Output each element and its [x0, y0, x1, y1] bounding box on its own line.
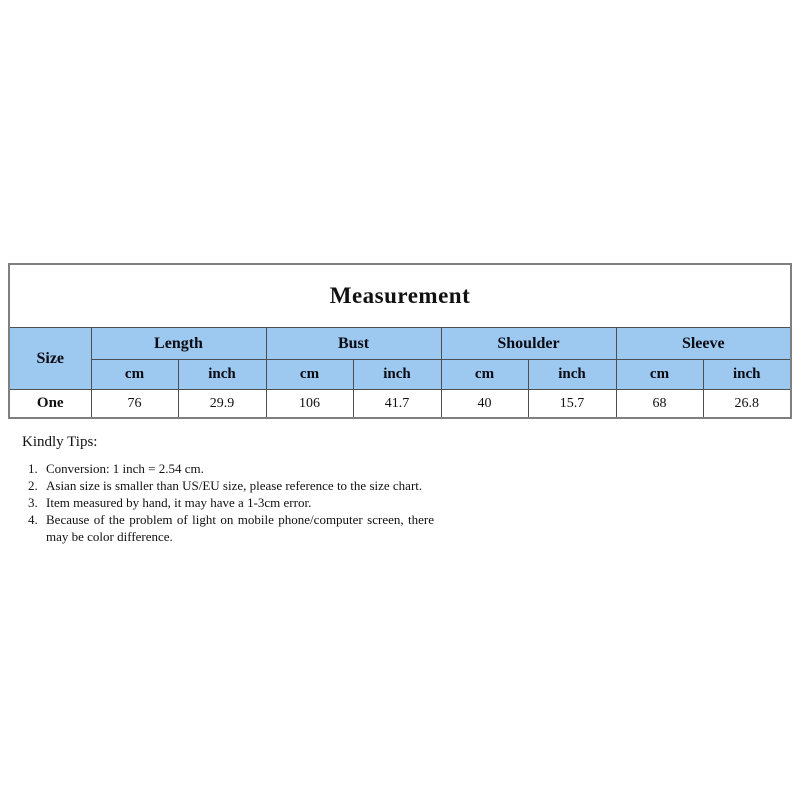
- shoulder-inch-value: 15.7: [528, 390, 616, 419]
- unit-header-length-inch: inch: [178, 360, 266, 390]
- tips-heading: Kindly Tips:: [22, 434, 98, 450]
- kindly-tips-section: [22, 434, 434, 545]
- unit-header-row: [9, 360, 791, 390]
- column-header-sleeve: Sleeve: [616, 328, 791, 360]
- table-title-row: [9, 264, 791, 328]
- tip-item-conversion: 1. Conversion: 1 inch = 2.54 cm.: [41, 460, 434, 477]
- sleeve-inch-value: 26.8: [703, 390, 791, 419]
- sleeve-cm-value: 68: [616, 390, 703, 419]
- size-value-cell: One: [9, 390, 91, 419]
- unit-header-shoulder-inch: inch: [528, 360, 616, 390]
- bust-inch-value: 41.7: [353, 390, 441, 419]
- column-header-shoulder: Shoulder: [441, 328, 616, 360]
- unit-header-length-cm: cm: [91, 360, 178, 390]
- tip-item-measure-error: 3. Item measured by hand, it may have a 1-3cm error.: [41, 494, 434, 511]
- bust-cm-value: 106: [266, 390, 353, 419]
- column-header-size: Size: [9, 328, 91, 390]
- column-header-bust: Bust: [266, 328, 441, 360]
- tips-list: [22, 460, 434, 545]
- table-row: [9, 390, 791, 419]
- length-inch-value: 29.9: [178, 390, 266, 419]
- column-header-length: Length: [91, 328, 266, 360]
- tip-item-color-difference: 4. Because of the problem of light on mobile phone/computer screen, there may be color difference.: [41, 511, 434, 545]
- group-header-row: [9, 328, 791, 360]
- unit-header-sleeve-cm: cm: [616, 360, 703, 390]
- unit-header-bust-inch: inch: [353, 360, 441, 390]
- size-chart-section: [8, 263, 791, 419]
- tip-item-asian-size: 2. Asian size is smaller than US/EU size, please reference to the size chart.: [41, 477, 434, 494]
- unit-header-shoulder-cm: cm: [441, 360, 528, 390]
- measurement-table: [8, 263, 792, 419]
- shoulder-cm-value: 40: [441, 390, 528, 419]
- unit-header-bust-cm: cm: [266, 360, 353, 390]
- unit-header-sleeve-inch: inch: [703, 360, 791, 390]
- length-cm-value: 76: [91, 390, 178, 419]
- table-title: Measurement: [9, 264, 791, 328]
